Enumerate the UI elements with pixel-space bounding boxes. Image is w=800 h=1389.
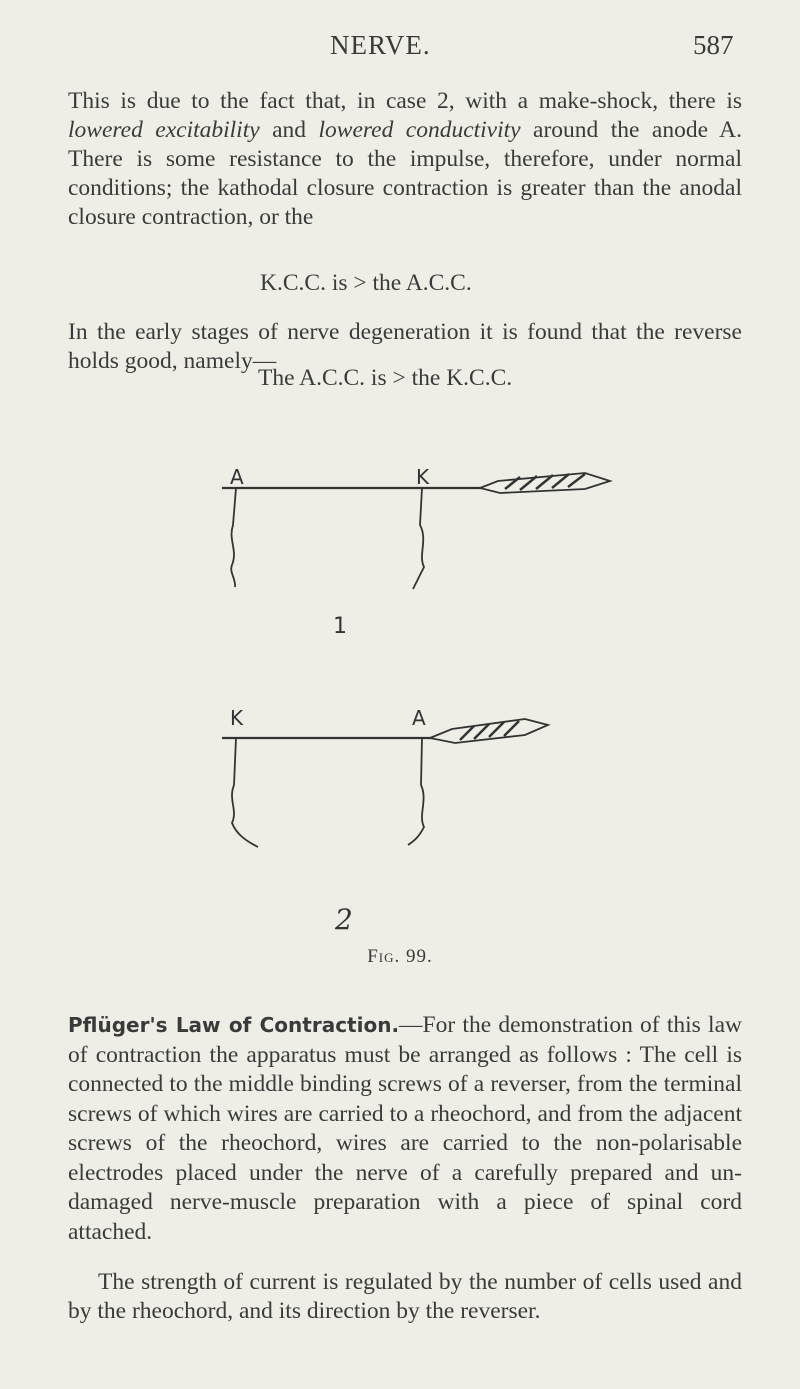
diagram-2-left-electrode	[232, 738, 258, 847]
para2-text: In the early stages of nerve degeneration it is found that the reverse holds good, namely—	[68, 319, 742, 374]
diagram-2-label-right: A	[412, 706, 426, 730]
equation-kcc-greater: K.C.C. is > the A.C.C.	[260, 270, 472, 296]
diagram-1-right-electrode	[413, 488, 424, 589]
para4-text: The strength of current is regulated by the number of cells used and by the rheochord, and its direction by the reverser.	[68, 1269, 742, 1324]
paragraph-current-strength	[68, 1268, 742, 1326]
para1-text-a: This is due to the fact that, in case 2, with a make-shock, there is	[68, 88, 742, 114]
diagram-2-right-electrode	[408, 738, 424, 845]
paragraph-pfluger	[68, 1011, 742, 1247]
page-number: 587	[693, 30, 734, 60]
equation-acc-greater: The A.C.C. is > the K.C.C.	[258, 365, 513, 391]
para1-text-b: and	[259, 117, 319, 143]
section-heading: Pflüger's Law of Contraction.	[68, 1013, 400, 1037]
diagram-1-label-right: K	[416, 465, 430, 489]
running-head: NERVE.	[330, 30, 431, 60]
para1-text-c: around the anode A. There is some resistance to the impulse, therefore, under normal conditions; the kathodal closure contraction is greater than the anodal closure contraction, or the	[68, 117, 742, 230]
diagram-1	[222, 465, 610, 639]
diagram-1-number: 1	[333, 614, 347, 639]
figure-caption: Fig. 99.	[367, 946, 433, 967]
diagram-2-number: 2	[335, 903, 353, 936]
diagram-2	[222, 706, 548, 936]
paragraph-anode	[68, 87, 742, 232]
diagram-1-muscle	[480, 473, 610, 493]
para1-emphasis-excitability: lowered excitability	[68, 117, 260, 143]
para1-emphasis-conductivity: lowered conductivity	[318, 117, 521, 143]
diagram-2-label-left: K	[230, 706, 244, 730]
diagram-2-muscle	[430, 719, 548, 743]
figure-99	[0, 455, 800, 995]
diagram-1-label-left: A	[230, 465, 244, 489]
diagram-1-left-electrode	[231, 488, 236, 587]
para3-text: —For the demonstration of this law of contraction the apparatus must be arranged as follows : The cell is connected to the middle binding screws of a reverser, from the terminal screws of which wires are carried to a rheochord, and from the adjacent screws of the rheochord, wires are carried to the non-polarisable electrodes placed under the nerve of a carefully prepared and un-damaged nerve-muscle preparation with a piece of spinal cord attached.	[68, 1012, 742, 1245]
page-header	[0, 30, 800, 70]
